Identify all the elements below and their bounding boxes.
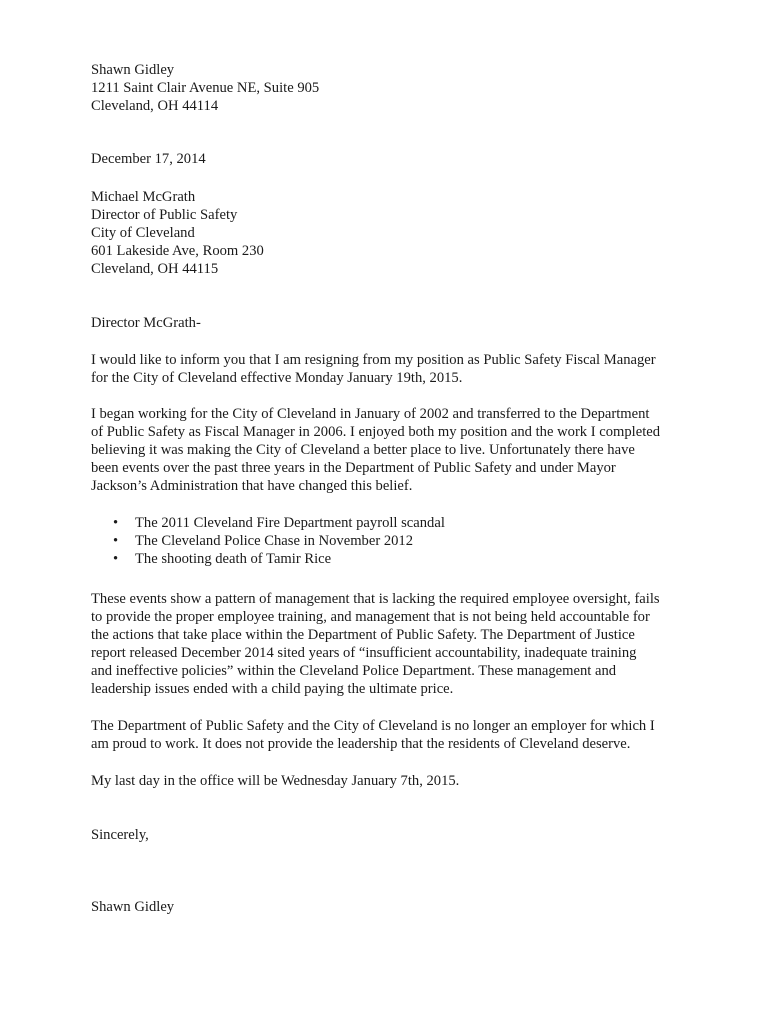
signature-name: Shawn Gidley <box>91 899 175 915</box>
paragraph-line: am proud to work. It does not provide the leadership that the residents of Cleveland deserve. <box>91 736 631 752</box>
recipient-title: Director of Public Safety <box>91 207 238 223</box>
paragraph-line: The Department of Public Safety and the City of Cleveland is no longer an employer for which I <box>91 718 655 734</box>
paragraph-line: for the City of Cleveland effective Monday January 19th, 2015. <box>91 370 463 386</box>
signature-block <box>91 898 691 916</box>
bullet-icon: • <box>113 551 119 567</box>
list-item <box>113 532 445 550</box>
list-item-text: The Cleveland Police Chase in November 2012 <box>135 533 414 549</box>
recipient-organization: City of Cleveland <box>91 225 195 241</box>
paragraph-line: the actions that take place within the Department of Public Safety. The Department of Justice <box>91 627 635 643</box>
paragraph-resignation-notice <box>91 351 691 387</box>
paragraph-line: I began working for the City of Cleveland in January of 2002 and transferred to the Department <box>91 406 650 422</box>
salutation: Director McGrath- <box>91 315 201 331</box>
letter-date: December 17, 2014 <box>91 151 206 167</box>
recipient-name: Michael McGrath <box>91 189 196 205</box>
bullet-icon: • <box>113 515 119 531</box>
recipient-address-block <box>91 188 691 278</box>
closing-block <box>91 826 691 844</box>
paragraph-background <box>91 405 691 495</box>
paragraph-line: been events over the past three years in the Department of Public Safety and under Mayor <box>91 460 616 476</box>
paragraph-line: and ineffective policies” within the Cleveland Police Department. These management and <box>91 663 617 679</box>
recipient-address-line-1: 601 Lakeside Ave, Room 230 <box>91 243 264 259</box>
paragraph-line: leadership issues ended with a child paying the ultimate price. <box>91 681 454 697</box>
paragraph-line: report released December 2014 sited years of “insufficient accountability, inadequate training <box>91 645 637 661</box>
list-item <box>113 550 445 568</box>
paragraph-line: to provide the proper employee training, and management that is not being held accountable for <box>91 609 650 625</box>
salutation-block <box>91 314 691 332</box>
events-bullet-list <box>113 514 445 568</box>
paragraph-last-day <box>91 772 691 790</box>
paragraph-line: My last day in the office will be Wednesday January 7th, 2015. <box>91 773 460 789</box>
sender-address-block <box>91 61 691 115</box>
sender-name: Shawn Gidley <box>91 62 175 78</box>
sender-address-line-1: 1211 Saint Clair Avenue NE, Suite 905 <box>91 80 320 96</box>
letter-date-block <box>91 150 691 168</box>
recipient-address-line-2: Cleveland, OH 44115 <box>91 261 219 277</box>
list-item <box>113 514 445 532</box>
paragraph-line: believing it was making the City of Cleveland a better place to live. Unfortunately there have <box>91 442 635 458</box>
closing: Sincerely, <box>91 827 149 843</box>
paragraph-employer-statement <box>91 717 691 753</box>
paragraph-line: These events show a pattern of management that is lacking the required employee oversight, fails <box>91 591 660 607</box>
paragraph-management-issues <box>91 590 691 698</box>
bullet-icon: • <box>113 533 119 549</box>
paragraph-line: Jackson’s Administration that have changed this belief. <box>91 478 413 494</box>
paragraph-line: I would like to inform you that I am resigning from my position as Public Safety Fiscal Manager <box>91 352 656 368</box>
list-item-text: The 2011 Cleveland Fire Department payroll scandal <box>135 515 445 531</box>
list-item-text: The shooting death of Tamir Rice <box>135 551 332 567</box>
sender-address-line-2: Cleveland, OH 44114 <box>91 98 219 114</box>
paragraph-line: of Public Safety as Fiscal Manager in 2006. I enjoyed both my position and the work I completed <box>91 424 661 440</box>
